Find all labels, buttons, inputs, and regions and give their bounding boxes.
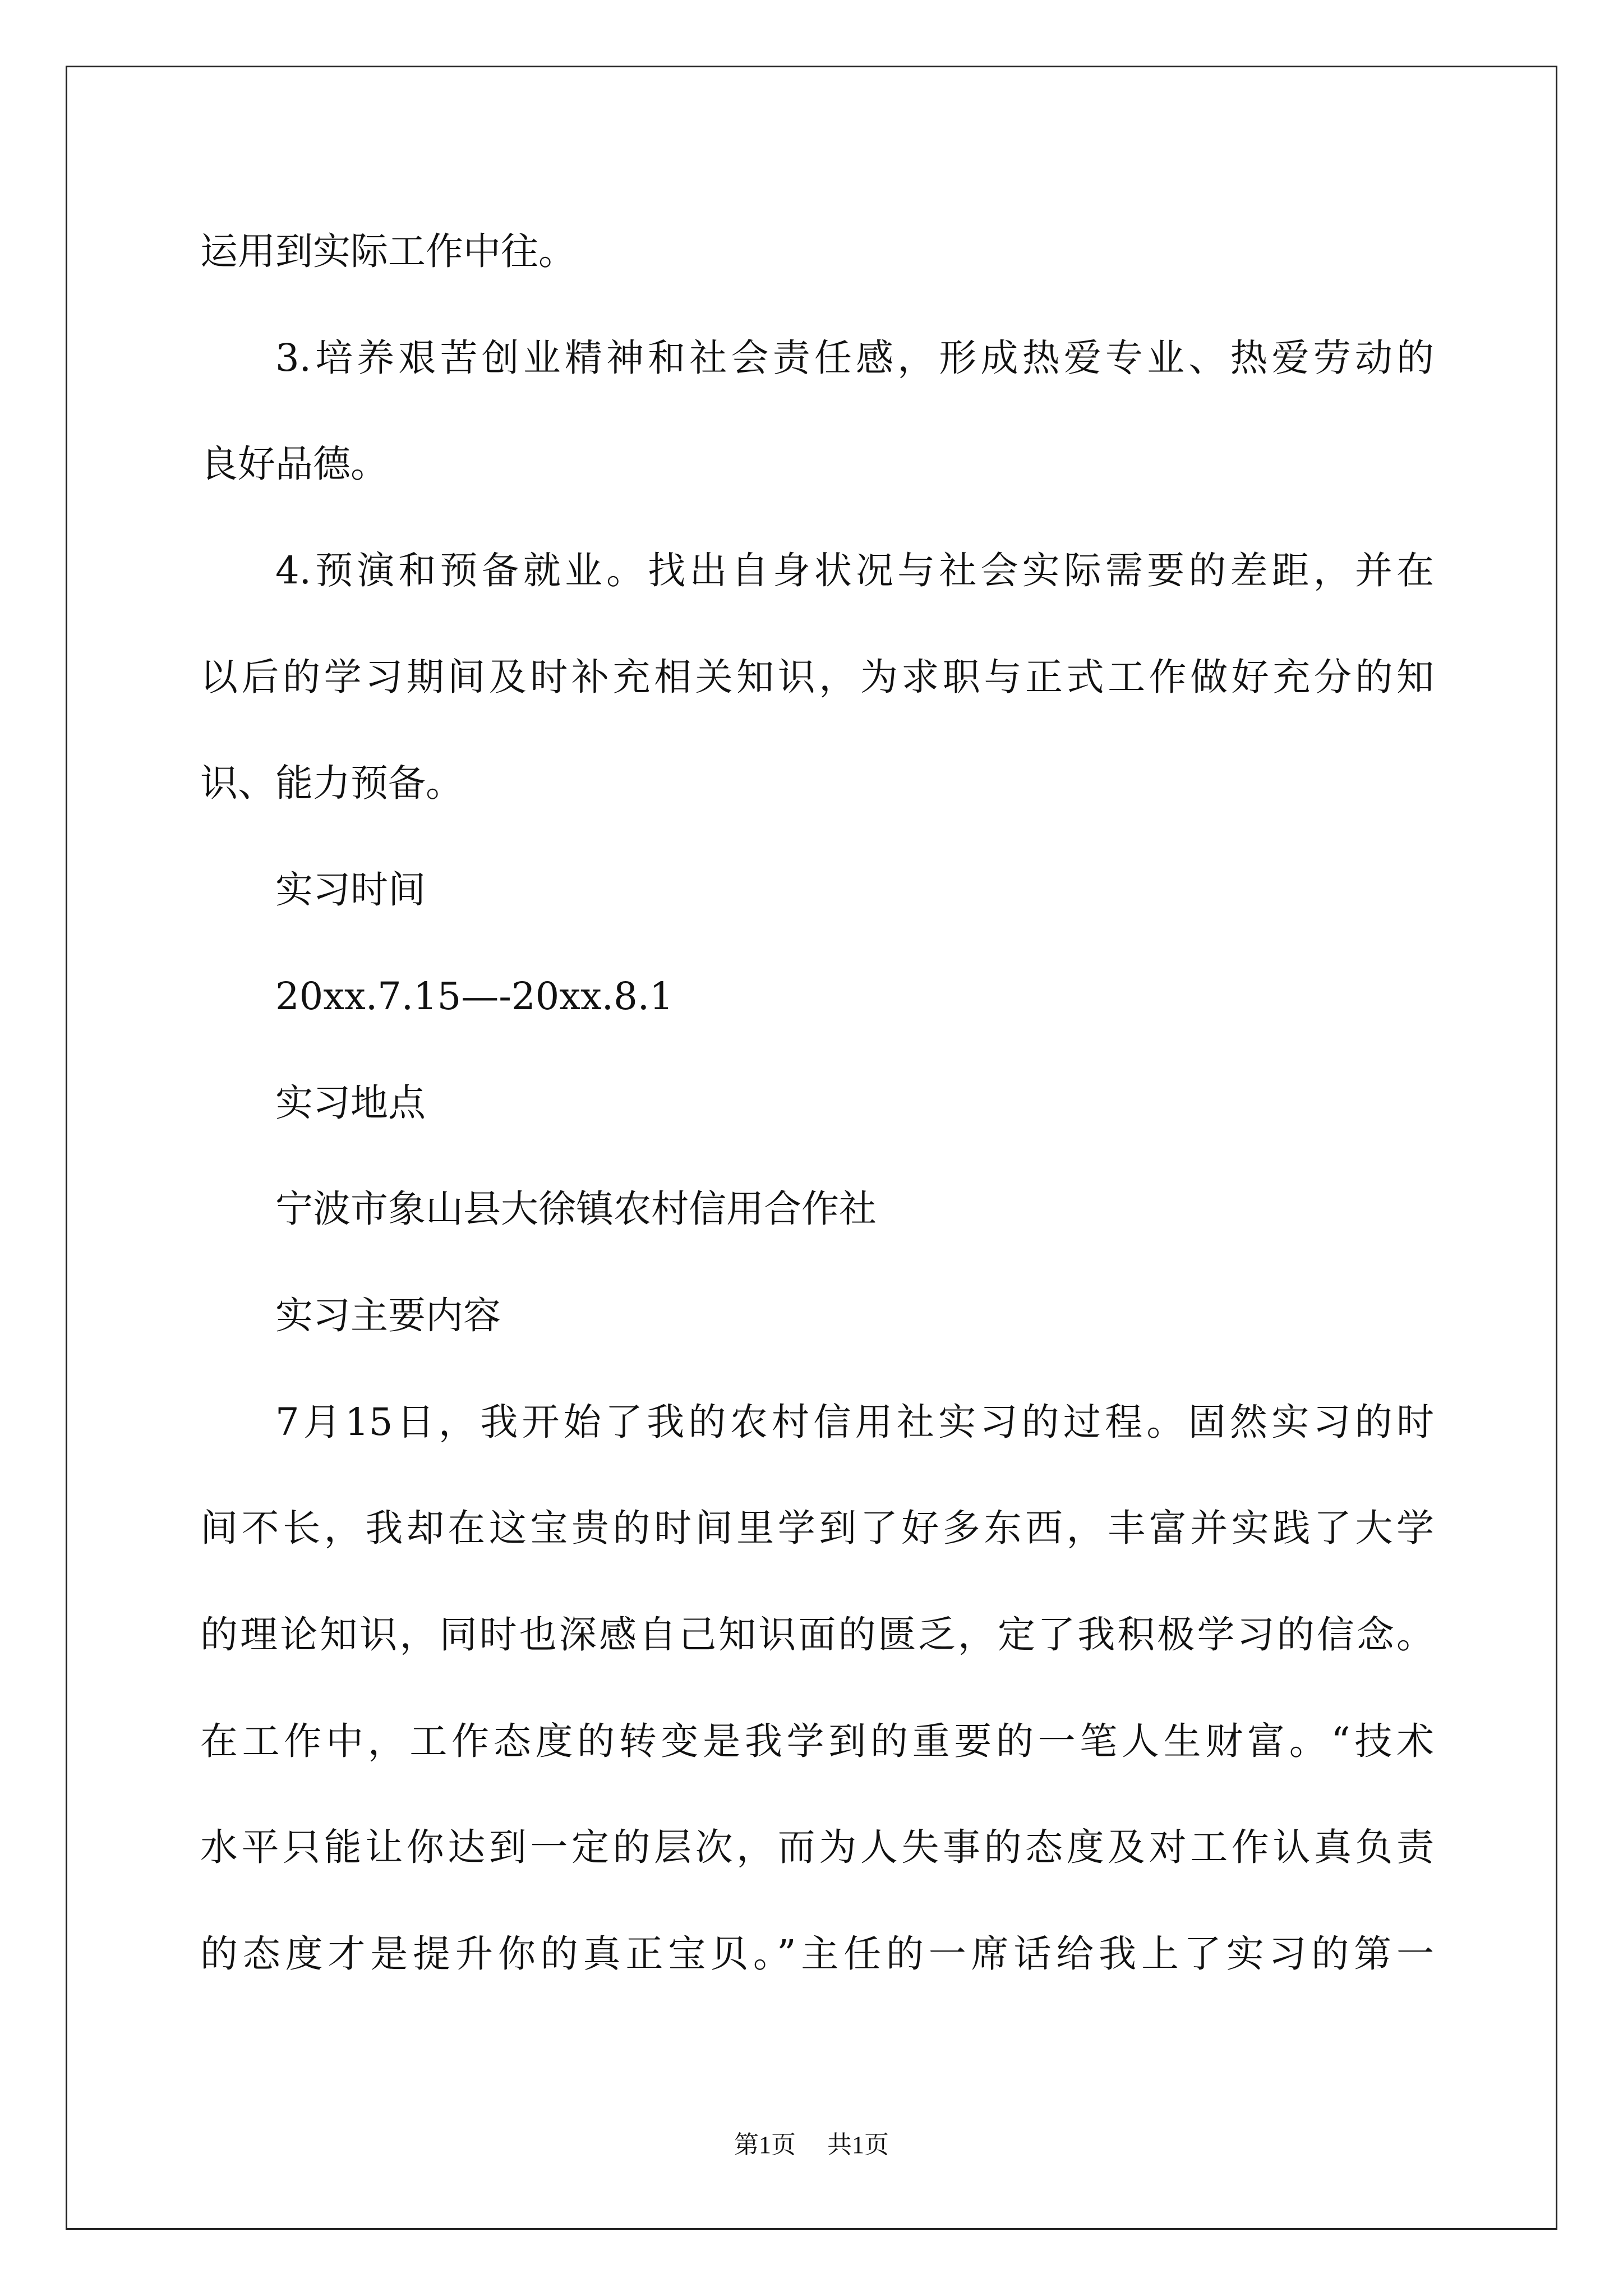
text-line: 7月15日，我开始了我的农村信用社实习的过程。固然实习的时: [275, 1400, 1434, 1444]
paragraph-internship-content: [200, 1369, 1434, 2008]
paragraph-goal-3: [200, 305, 1434, 518]
internship-location: [200, 1156, 1434, 1263]
text-line: 4.预演和预备就业。找出自身状况与社会实际需要的差距，并在: [275, 549, 1434, 593]
text-line: 以后的学习期间及时补充相关知识，为求职与正式工作做好充分的知: [200, 655, 1434, 699]
paragraph-goal-4: [200, 518, 1434, 837]
text-line: 实习主要内容: [275, 1293, 501, 1337]
page-number: 第1页: [734, 2131, 796, 2159]
page-footer: [0, 2128, 1623, 2162]
page-total: 共1页: [827, 2131, 889, 2159]
text-line: 宁波市象山县大徐镇农村信用合作社: [275, 1187, 877, 1231]
internship-dates: [200, 944, 1434, 1050]
text-line: 的理论知识，同时也深感自己知识面的匮乏，定了我积极学习的信念。: [200, 1612, 1434, 1657]
text-line: 在工作中，工作态度的转变是我学到的重要的一笔人生财富。“技术: [200, 1719, 1434, 1763]
text-line: 运用到实际工作中往。: [200, 229, 576, 273]
document-body: [200, 199, 1434, 2008]
text-line: 3.培养艰苦创业精神和社会责任感，形成热爱专业、热爱劳动的: [275, 335, 1434, 380]
paragraph-continued: [200, 199, 1434, 305]
heading-internship-content: [200, 1263, 1434, 1369]
text-line: 识、能力预备。: [200, 761, 463, 806]
heading-internship-location: [200, 1050, 1434, 1157]
text-line: 的态度才是提升你的真正宝贝。”主任的一席话给我上了实习的第一: [200, 1932, 1434, 1976]
text-line: 良好品德。: [200, 442, 388, 486]
heading-internship-time: [200, 837, 1434, 944]
text-line: 实习地点: [275, 1080, 426, 1125]
text-line: 间不长，我却在这宝贵的时间里学到了好多东西，丰富并实践了大学: [200, 1506, 1434, 1550]
text-line: 实习时间: [275, 868, 426, 912]
text-line: 水平只能让你达到一定的层次，而为人失事的态度及对工作认真负责: [200, 1825, 1434, 1870]
text-line: 20xx.7.15—-20xx.8.1: [275, 974, 674, 1018]
